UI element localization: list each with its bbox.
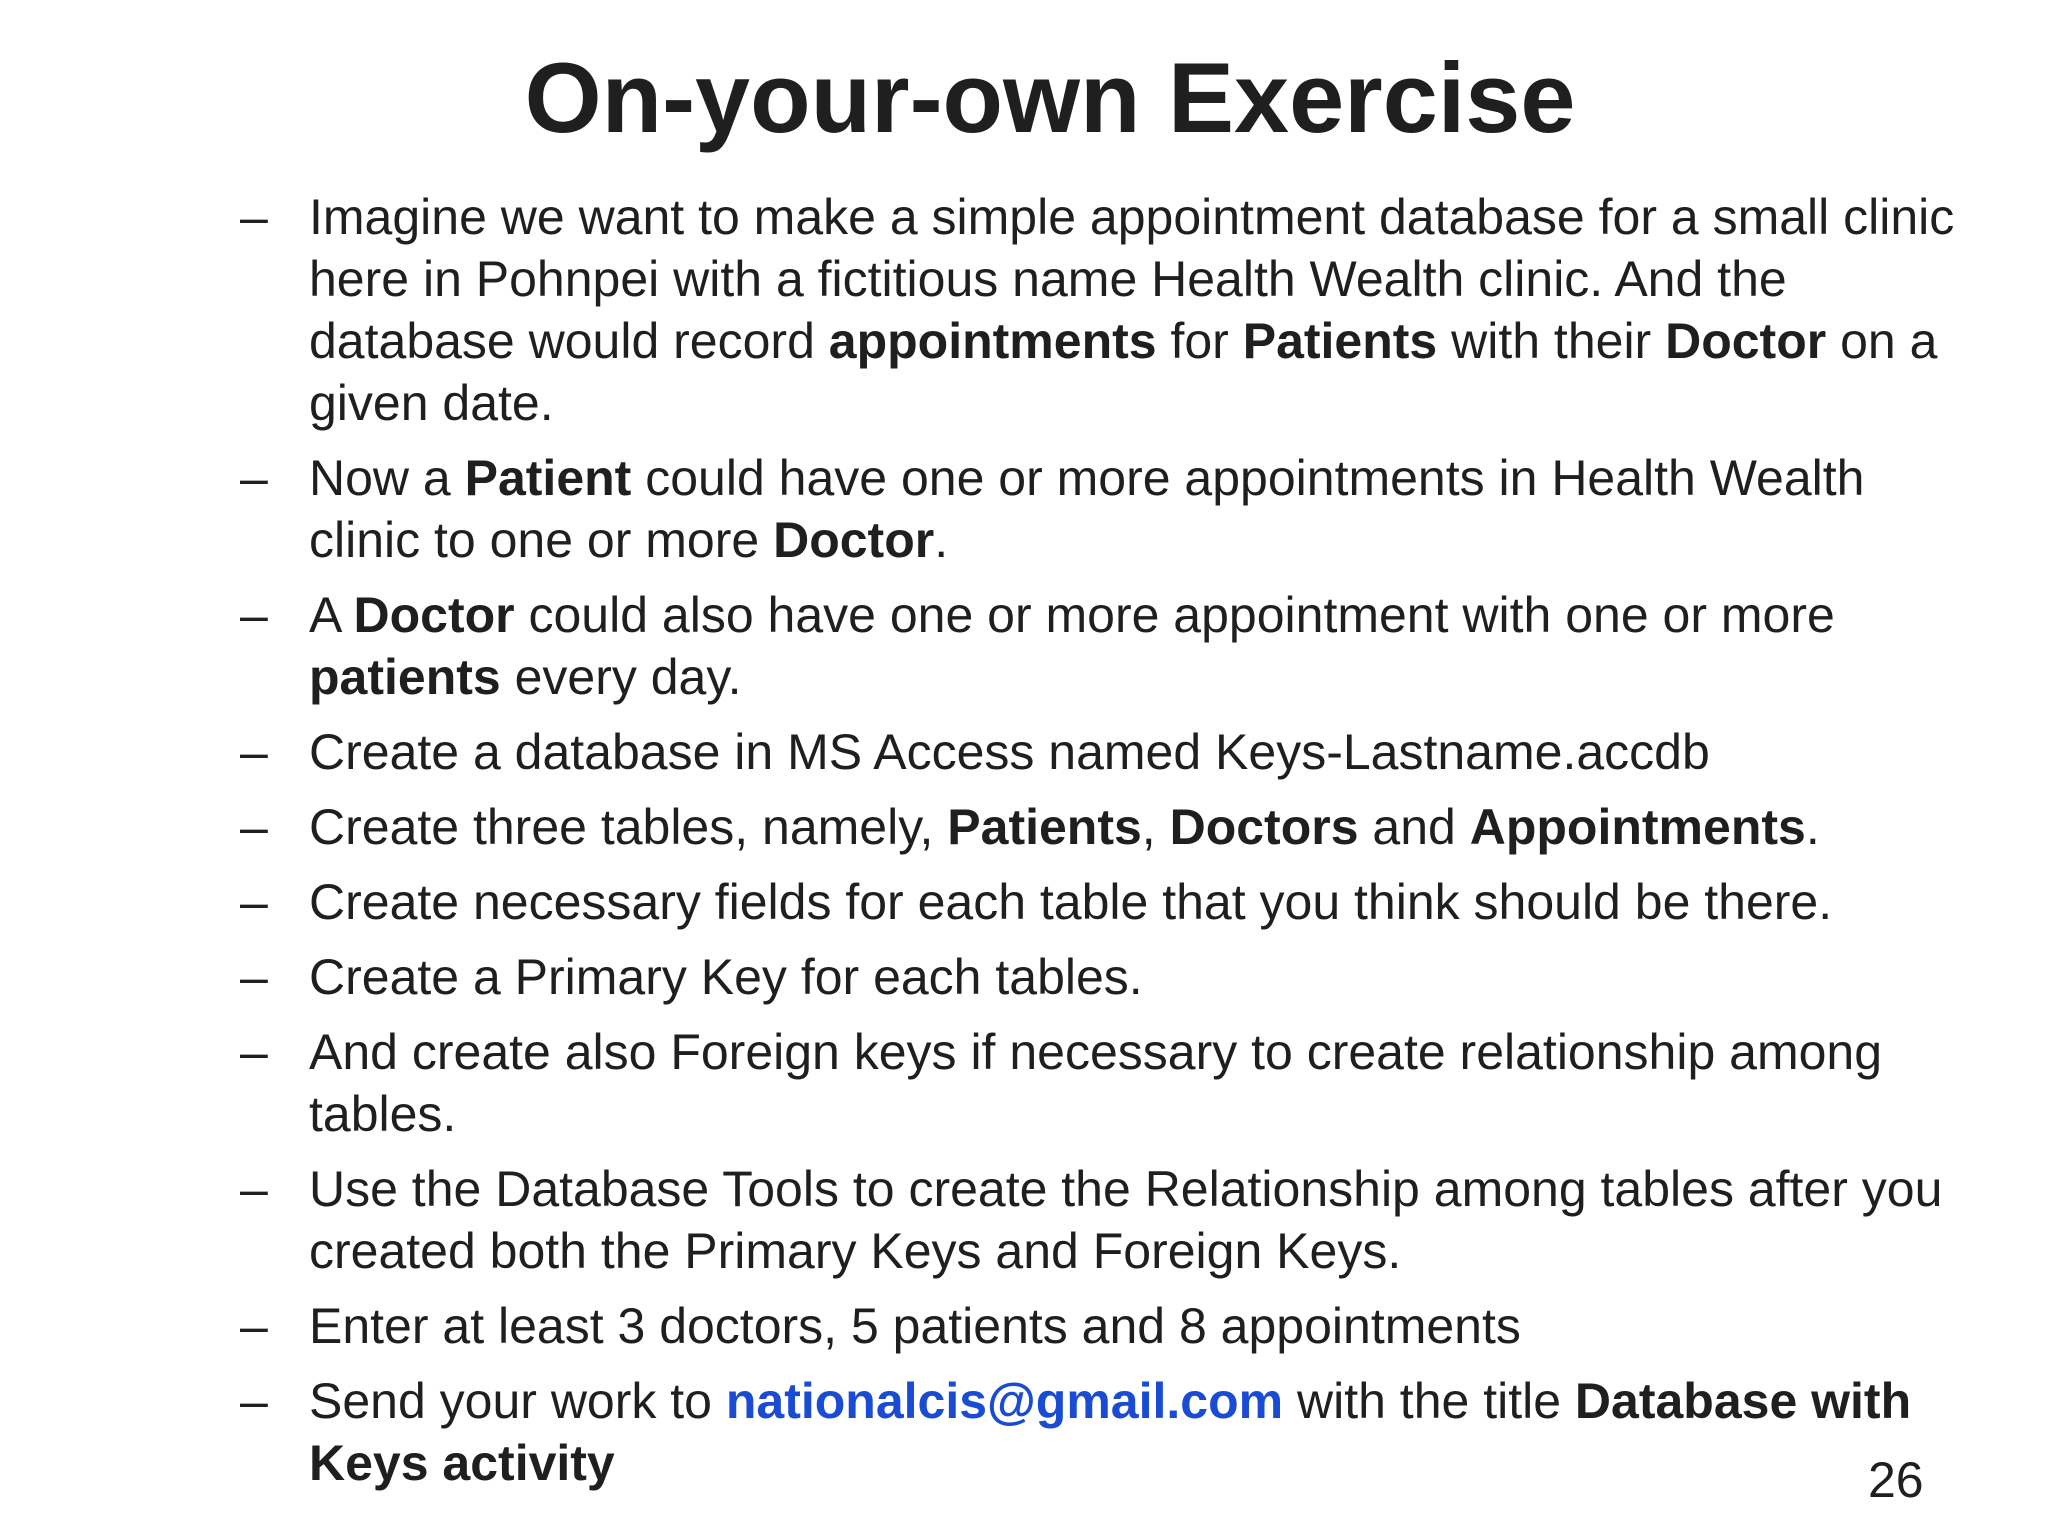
bullet-dash: – xyxy=(240,874,268,930)
bullet-text: Create a Primary Key for each tables. xyxy=(309,949,1143,1005)
bullet-dash: – xyxy=(240,949,268,1005)
bullet-item-primary-key xyxy=(240,946,1960,1008)
bullet-text: could have one or more appointments in Health Wealth clinic to one or more xyxy=(309,450,1865,568)
bullet-text: Create necessary fields for each table that you think should be there. xyxy=(309,874,1833,930)
bullet-item-create-fields xyxy=(240,871,1960,933)
bullet-text: with their xyxy=(1437,313,1666,369)
bullet-dash: – xyxy=(240,1161,268,1217)
bullet-text: . xyxy=(934,512,949,568)
bullet-text: Use the Database Tools to create the Relationship among tables after you created both the Primary Keys and Foreign Keys. xyxy=(309,1161,1943,1279)
bullet-item-create-database xyxy=(240,721,1960,783)
bold-term: Doctor xyxy=(773,512,935,568)
bullet-item-scenario xyxy=(240,186,1960,434)
bullet-dash: – xyxy=(240,1373,268,1429)
bold-term: Doctor xyxy=(1665,313,1827,369)
bullet-text: Imagine we want to make a simple appointment database for a small clinic here in Pohnpei with a fictitious name Health Wealth clinic. And the database would record xyxy=(309,189,1955,369)
bullet-dash: – xyxy=(240,587,268,643)
bullet-list xyxy=(240,186,1960,1507)
bullet-item-foreign-keys xyxy=(240,1021,1960,1145)
bullet-text: and xyxy=(1358,799,1470,855)
bullet-text: Now a xyxy=(309,450,465,506)
bold-term: patients xyxy=(309,649,501,705)
bullet-text: And create also Foreign keys if necessary to create relationship among tables. xyxy=(309,1024,1883,1142)
bullet-text: with the title xyxy=(1283,1373,1575,1429)
bullet-text: Create three tables, namely, xyxy=(309,799,948,855)
bullet-text: , xyxy=(1141,799,1170,855)
bullet-dash: – xyxy=(240,189,268,245)
bullet-text: every day. xyxy=(500,649,742,705)
bold-term: Patient xyxy=(464,450,632,506)
bullet-text: on a given date. xyxy=(309,313,1938,431)
bullet-item-doctor-relation xyxy=(240,584,1960,708)
bullet-text: . xyxy=(1805,799,1820,855)
email-link[interactable]: nationalcis@gmail.com xyxy=(725,1373,1284,1429)
bullet-dash: – xyxy=(240,450,268,506)
bullet-item-create-tables xyxy=(240,796,1960,858)
bullet-dash: – xyxy=(240,724,268,780)
bullet-text: for xyxy=(1156,313,1243,369)
bold-term: Patients xyxy=(1242,313,1438,369)
bold-term: Doctors xyxy=(1169,799,1359,855)
bullet-dash: – xyxy=(240,799,268,855)
slide-title: On-your-own Exercise xyxy=(524,42,1576,153)
bullet-item-send-work xyxy=(240,1370,1960,1494)
bold-term: appointments xyxy=(828,313,1157,369)
bold-term: Doctor xyxy=(353,587,515,643)
bold-term: Database with Keys activity xyxy=(309,1373,1912,1491)
bold-term: Patients xyxy=(947,799,1142,855)
page-number: 26 xyxy=(1868,1452,1924,1508)
bullet-item-relationships xyxy=(240,1158,1960,1282)
bullet-text: Enter at least 3 doctors, 5 patients and 8 appointments xyxy=(309,1298,1521,1354)
bold-term: Appointments xyxy=(1469,799,1806,855)
bullet-text: A xyxy=(309,587,354,643)
bullet-text: Create a database in MS Access named Keys-Lastname.accdb xyxy=(309,724,1710,780)
bullet-text: could also have one or more appointment with one or more xyxy=(514,587,1835,643)
bullet-item-patient-relation xyxy=(240,447,1960,571)
bullet-dash: – xyxy=(240,1024,268,1080)
bullet-item-enter-records xyxy=(240,1295,1960,1357)
bullet-text: Send your work to xyxy=(309,1373,726,1429)
bullet-dash: – xyxy=(240,1298,268,1354)
